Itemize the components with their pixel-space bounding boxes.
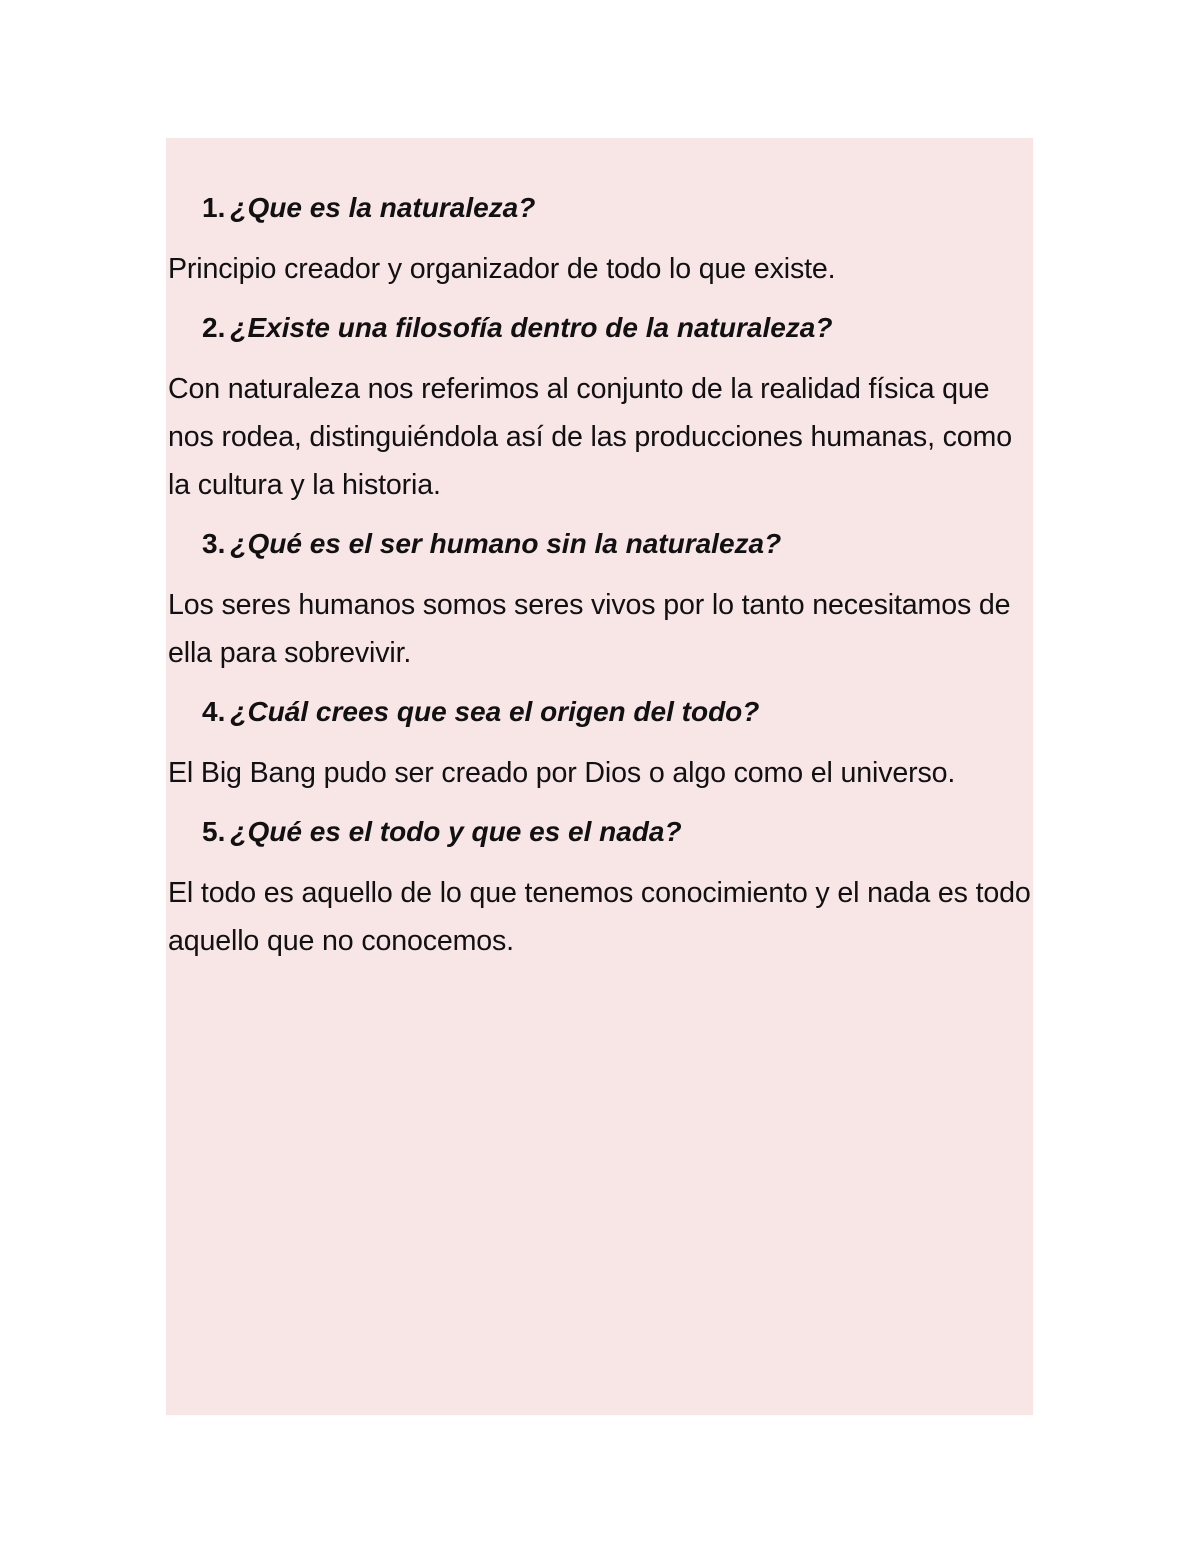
question-3: [168, 524, 1031, 564]
question-text: ¿Existe una filosofía dentro de la naturaleza?: [230, 312, 833, 343]
question-number: 4.: [202, 696, 226, 727]
qa-item-1: [168, 188, 1031, 293]
qa-item-3: [168, 524, 1031, 677]
question-1: [168, 188, 1031, 228]
question-text: ¿Qué es el ser humano sin la naturaleza?: [230, 528, 782, 559]
question-number: 3.: [202, 528, 226, 559]
question-5: [168, 812, 1031, 852]
answer-5: El todo es aquello de lo que tenemos conocimiento y el nada es todo aquello que no conocemos.: [168, 877, 1031, 957]
answer-1: Principio creador y organizador de todo lo que existe.: [168, 253, 836, 285]
qa-item-2: [168, 308, 1031, 509]
question-2: [168, 308, 1031, 348]
question-number: 5.: [202, 816, 226, 847]
qa-item-5: [168, 812, 1031, 965]
question-text: ¿Cuál crees que sea el origen del todo?: [230, 696, 760, 727]
question-4: [168, 692, 1031, 732]
answer-2: Con naturaleza nos referimos al conjunto de la realidad física que nos rodea, distinguiéndola así de las producciones humanas, como la cultura y la historia.: [168, 373, 1012, 501]
question-text: ¿Qué es el todo y que es el nada?: [230, 816, 682, 847]
answer-3: Los seres humanos somos seres vivos por lo tanto necesitamos de ella para sobrevivir.: [168, 589, 1011, 669]
question-text: ¿Que es la naturaleza?: [230, 192, 536, 223]
answer-4: El Big Bang pudo ser creado por Dios o algo como el universo.: [168, 757, 956, 789]
question-number: 1.: [202, 192, 226, 223]
qa-item-4: [168, 692, 1031, 797]
document-page: [166, 138, 1033, 1415]
question-number: 2.: [202, 312, 226, 343]
